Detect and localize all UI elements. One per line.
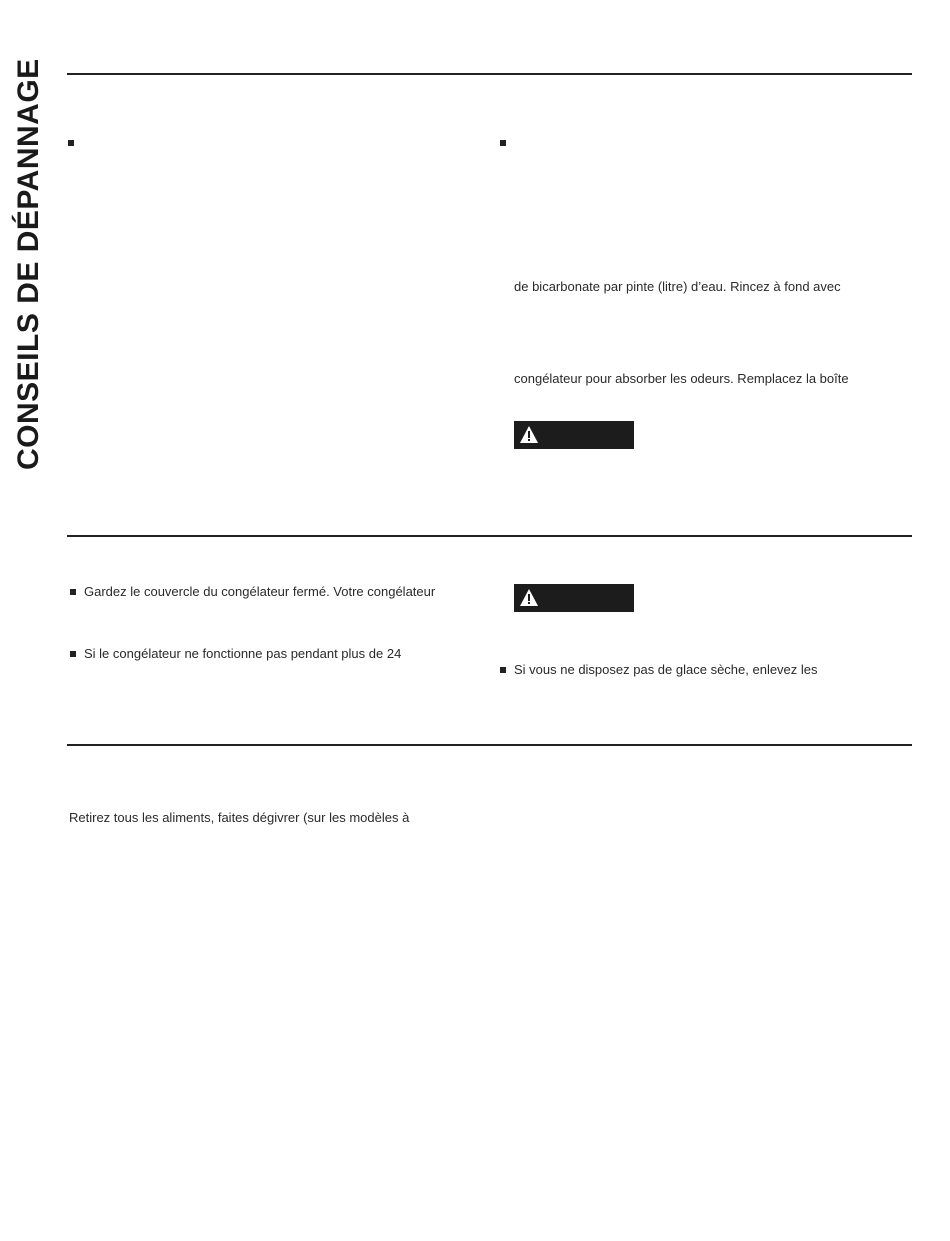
section-rule: [67, 744, 912, 746]
bullet-marker: [70, 651, 76, 657]
bullet-marker: [68, 140, 74, 146]
body-text-line: congélateur pour absorber les odeurs. Remplacez la boîte: [514, 371, 849, 386]
top-rule: [67, 73, 912, 75]
list-item: Si le congélateur ne fonctionne pas pendant plus de 24: [70, 646, 401, 661]
body-text-line: Retirez tous les aliments, faites dégivrer (sur les modèles à: [69, 810, 410, 825]
bullet-marker: [500, 140, 506, 146]
side-section-title: CONSEILS DE DÉPANNAGE: [12, 58, 45, 470]
warning-triangle-icon: [519, 425, 539, 444]
section-rule: [67, 535, 912, 537]
warning-triangle-icon: [519, 588, 539, 607]
warning-label: [514, 421, 634, 449]
warning-label: [514, 584, 634, 612]
bullet-marker: [500, 667, 506, 673]
list-item: Gardez le couvercle du congélateur fermé. Votre congélateur: [70, 584, 435, 599]
list-item: Si vous ne disposez pas de glace sèche, enlevez les: [500, 662, 818, 677]
bullet-marker: [70, 589, 76, 595]
body-text-line: de bicarbonate par pinte (litre) d’eau. Rincez à fond avec: [514, 279, 841, 294]
